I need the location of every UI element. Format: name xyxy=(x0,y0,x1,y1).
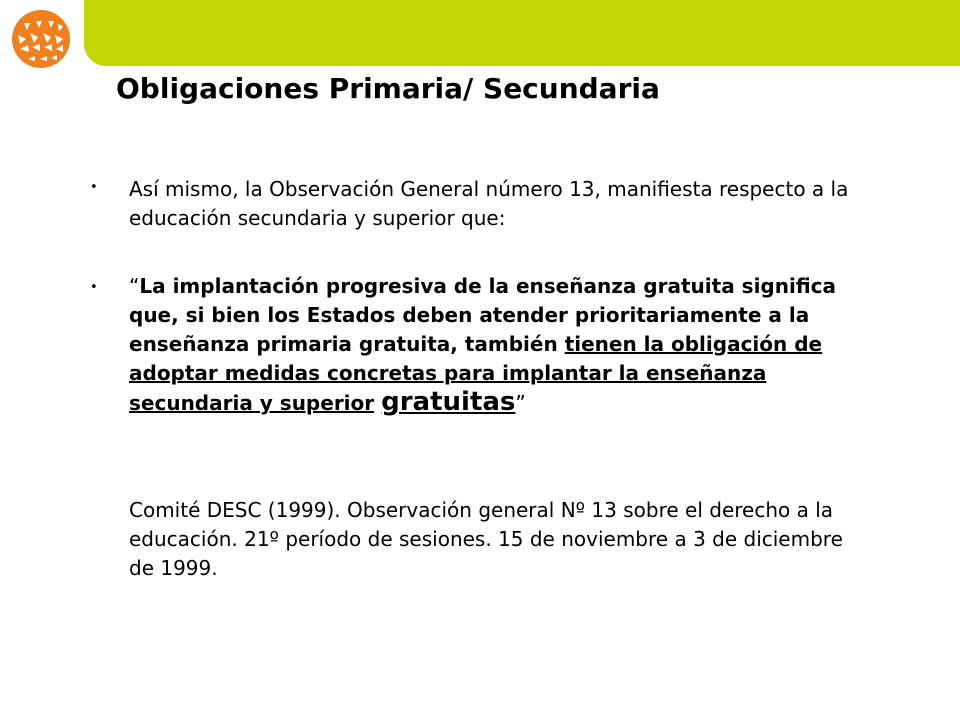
open-quote: “ xyxy=(129,274,140,298)
header-band xyxy=(84,0,960,66)
quote-emphasis-text: gratuitas xyxy=(381,387,516,417)
bullet-text-1: Así mismo, la Observación General número 13, manifiesta respecto a la educación secundaria y superior que: xyxy=(129,177,849,230)
slide-title: Obligaciones Primaria/ Secundaria xyxy=(116,72,660,105)
organization-logo xyxy=(10,9,72,69)
quote-underlined-text: tienen la obligación de adoptar medidas concretas para implantar la enseñanza secundaria y superior xyxy=(129,332,823,415)
citation-text: Comité DESC (1999). Observación general Nº 13 sobre el derecho a la educación. 21º período de sesiones. 15 de noviembre a 3 de diciembre de 1999. xyxy=(129,498,843,580)
bullet-marker: • xyxy=(90,280,98,295)
close-quote: ” xyxy=(515,391,526,415)
bullet-marker: • xyxy=(90,180,98,195)
quote-text: La implantación progresiva de la enseñanza gratuita significa que, si bien los Estados deben atender prioritariamente a la enseñanza primaria gratuita, también xyxy=(129,274,837,356)
bullet-text-2 xyxy=(129,272,849,418)
